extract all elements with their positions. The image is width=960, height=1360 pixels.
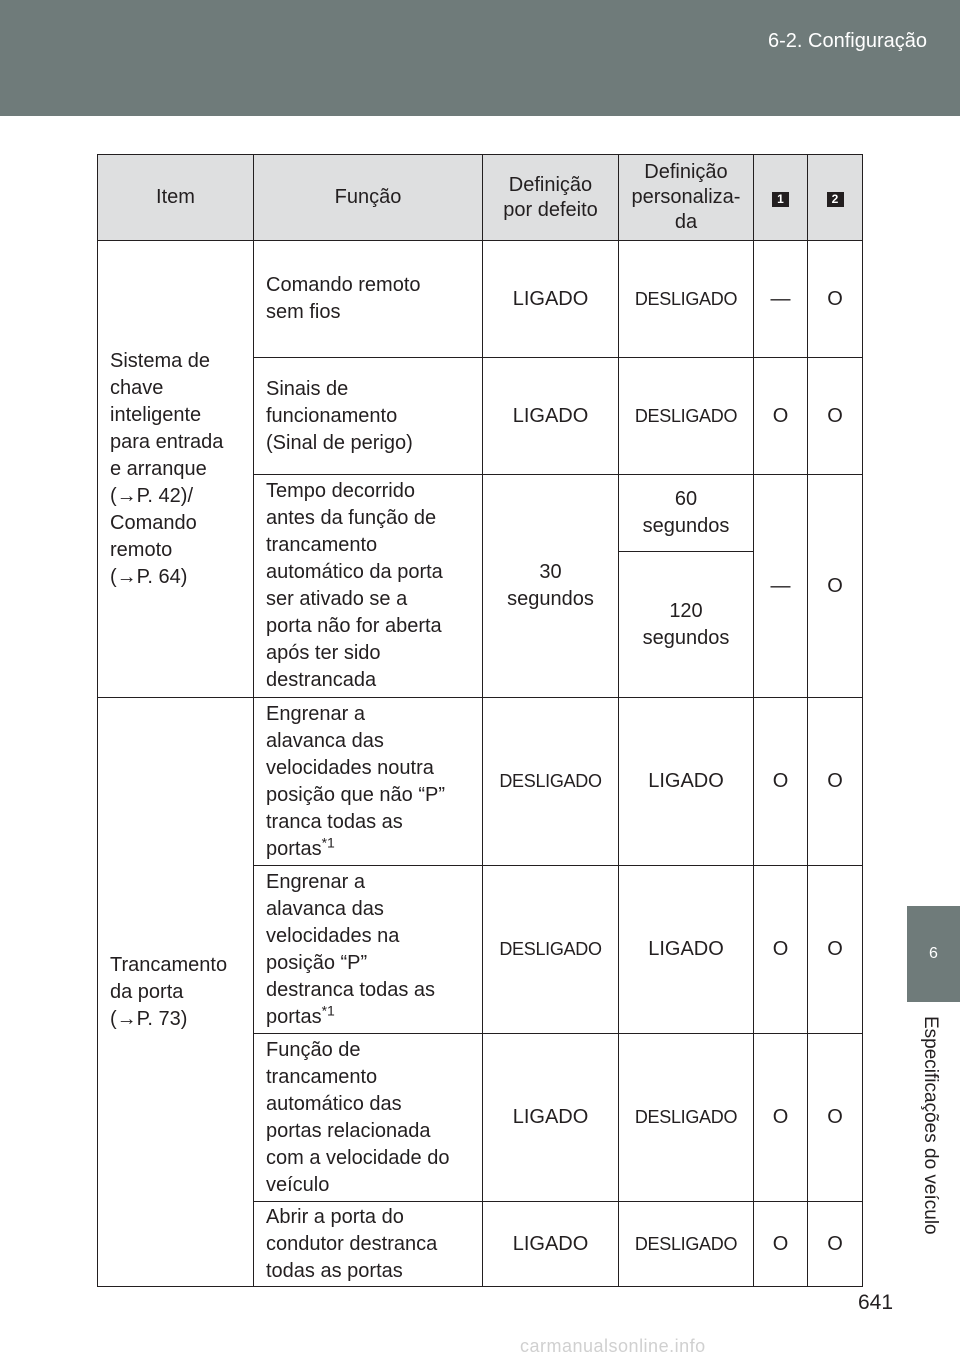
header-col1	[754, 155, 808, 241]
table-header-row	[98, 155, 863, 241]
table-row	[98, 698, 863, 866]
badge-2-icon: 2	[827, 192, 844, 207]
default-cell: DESLIGADO	[483, 698, 619, 866]
item-cell: Sistema de chave inteligente para entrada e arranque (→P. 42)/ Comando remoto (→P. 64)	[98, 241, 254, 698]
default-cell: DESLIGADO	[483, 866, 619, 1034]
col2-cell: O	[808, 1202, 863, 1287]
header-custom: Definição personaliza- da	[619, 155, 754, 241]
col1-cell: O	[754, 1034, 808, 1202]
item-cell: Trancamento da porta (→P. 73)	[98, 698, 254, 1287]
default-cell: LIGADO	[483, 1034, 619, 1202]
col1-cell: O	[754, 698, 808, 866]
function-cell: Sinais de funcionamento (Sinal de perigo)	[254, 358, 483, 475]
function-text: Engrenar a alavanca das velocidades noutra posição que não “P” tranca todas as portas	[266, 702, 446, 860]
col1-cell: O	[754, 1202, 808, 1287]
col2-cell: O	[808, 698, 863, 866]
custom-cell: 60 segundos	[619, 475, 754, 552]
custom-cell: LIGADO	[619, 698, 754, 866]
chapter-tab: 6	[907, 906, 960, 1002]
function-cell: Comando remoto sem fios	[254, 241, 483, 358]
default-cell: LIGADO	[483, 358, 619, 475]
custom-cell: 120 segundos	[619, 552, 754, 698]
table-row	[98, 241, 863, 358]
col2-cell: O	[808, 475, 863, 698]
header-default: Definição por defeito	[483, 155, 619, 241]
custom-cell: DESLIGADO	[619, 1202, 754, 1287]
function-cell: Tempo decorrido antes da função de trancamento automático da porta ser ativado se a porta não for aberta após ter sido destrancada	[254, 475, 483, 698]
col2-cell: O	[808, 358, 863, 475]
col1-cell: —	[754, 241, 808, 358]
col2-cell: O	[808, 241, 863, 358]
function-cell	[254, 698, 483, 866]
function-cell	[254, 866, 483, 1034]
header-item: Item	[98, 155, 254, 241]
col1-cell: O	[754, 866, 808, 1034]
header-col2	[808, 155, 863, 241]
default-cell: LIGADO	[483, 1202, 619, 1287]
chapter-label: Especificações do veículo	[920, 1016, 941, 1235]
page-header	[0, 0, 960, 116]
function-cell: Função de trancamento automático das portas relacionada com a velocidade do veículo	[254, 1034, 483, 1202]
custom-cell: DESLIGADO	[619, 241, 754, 358]
footnote-mark: *1	[321, 1001, 335, 1018]
watermark: carmanualsonline.info	[520, 1336, 706, 1356]
function-text: Engrenar a alavanca das velocidades na posição “P” destranca todas as portas	[266, 870, 435, 1028]
custom-cell: DESLIGADO	[619, 1034, 754, 1202]
header-function: Função	[254, 155, 483, 241]
section-title: 6-2. Configuração	[768, 30, 927, 52]
page-number: 641	[858, 1291, 894, 1314]
badge-1-icon: 1	[772, 192, 789, 207]
custom-cell: LIGADO	[619, 866, 754, 1034]
col2-cell: O	[808, 1034, 863, 1202]
custom-cell: DESLIGADO	[619, 358, 754, 475]
col2-cell: O	[808, 866, 863, 1034]
function-cell: Abrir a porta do condutor destranca todas as portas	[254, 1202, 483, 1287]
col1-cell: —	[754, 475, 808, 698]
default-cell: LIGADO	[483, 241, 619, 358]
footnote-mark: *1	[321, 833, 335, 850]
default-cell: 30 segundos	[483, 475, 619, 698]
col1-cell: O	[754, 358, 808, 475]
settings-table	[97, 154, 863, 1287]
